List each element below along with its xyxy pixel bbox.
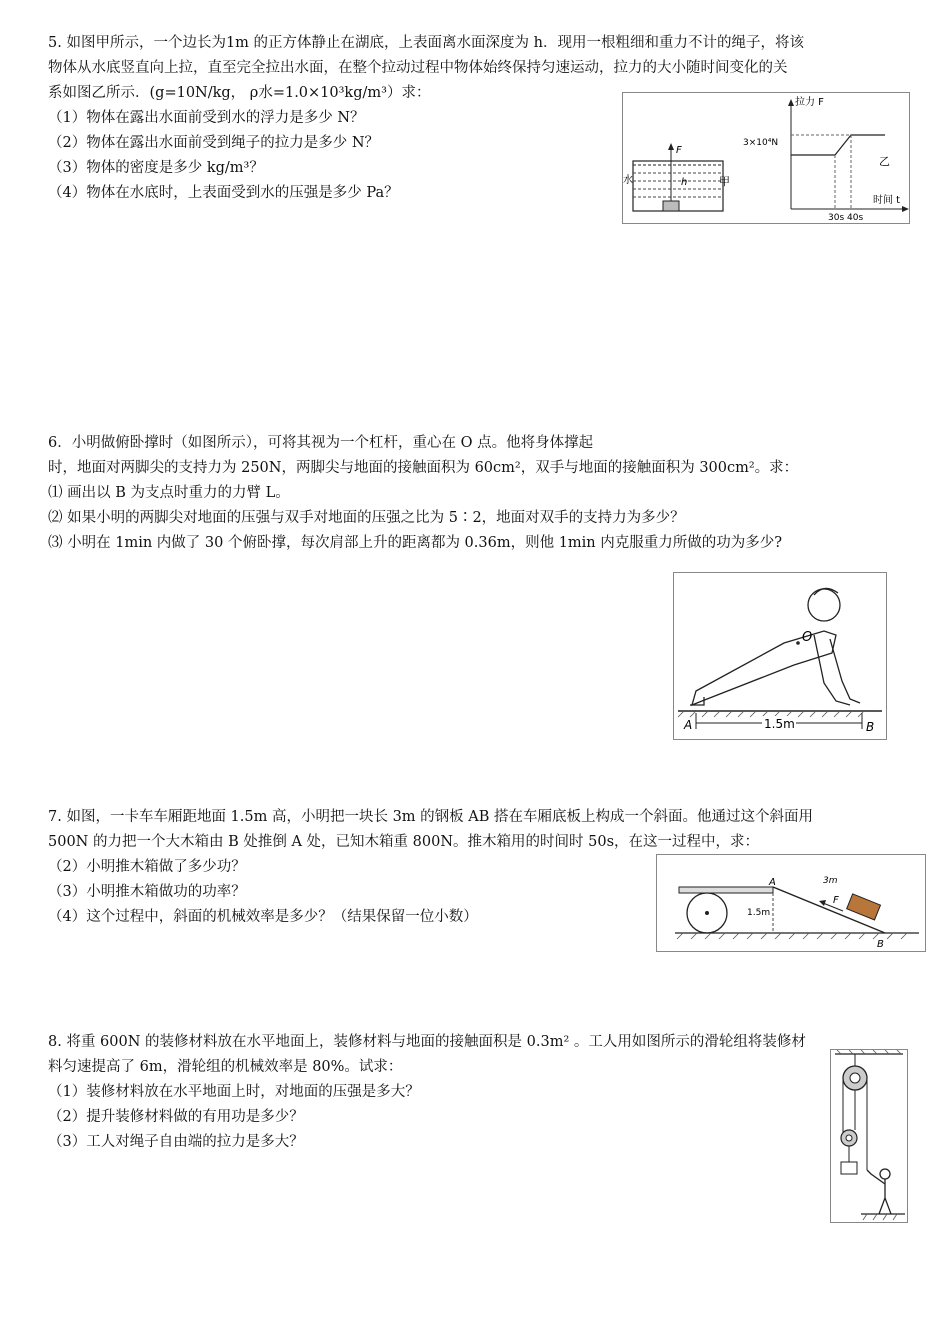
q8-text-line-2: 料匀速提高了 6m，滑轮组的机械效率是 80%。试求： bbox=[48, 1059, 403, 1075]
q5-graph-y-label: 拉力 F bbox=[795, 97, 824, 108]
q6-label-O: O bbox=[802, 630, 813, 645]
q5-graph-x-ticks: 30s 40s bbox=[828, 213, 864, 223]
q6-figure-svg bbox=[674, 573, 886, 739]
q5-subquestion-4: （4）物体在水底时，上表面受到水的压强是多少 Pa？ bbox=[48, 185, 399, 201]
q6-label-distance: 1.5m bbox=[764, 717, 795, 731]
q7-subquestion-4: （4）这个过程中，斜面的机械效率是多少？（结果保留一位小数） bbox=[48, 909, 478, 925]
q8-figure bbox=[830, 1049, 908, 1223]
q5-force-arrow bbox=[668, 143, 674, 150]
q5-text-line-2: 物体从水底竖直向上拉，直至完全拉出水面，在整个拉动过程中物体始终保持匀速运动，拉力的大小随时间变化的关 bbox=[48, 60, 788, 76]
q5-subquestion-2: （2）物体在露出水面前受到绳子的拉力是多少 N？ bbox=[48, 135, 380, 151]
q8-subquestion-1: （1）装修材料放在水平地面上时，对地面的压强是多大？ bbox=[48, 1084, 420, 1100]
q5-figure bbox=[622, 92, 910, 224]
q6-subquestion-1: ⑴ 画出以 B 为支点时重力的力臂 L。 bbox=[48, 485, 290, 501]
q7-subquestion-3: （3）小明推木箱做功的功率？ bbox=[48, 884, 246, 900]
q5-graph-line bbox=[791, 135, 885, 155]
q7-text-line-1: 7. 如图，一卡车车厢距地面 1.5m 高，小明把一块长 3m 的钢板 AB 搭在车厢底板上构成一个斜面。他通过这个斜面用 bbox=[48, 809, 814, 825]
q6-center-of-gravity bbox=[796, 641, 800, 645]
q7-label-A: A bbox=[769, 877, 776, 888]
q7-label-F: F bbox=[833, 895, 839, 906]
q7-label-length: 3m bbox=[823, 876, 838, 886]
q5-label-h: h bbox=[681, 177, 688, 188]
q7-wooden-box bbox=[847, 894, 881, 920]
q5-text-line-3: 系如图乙所示．(g=10N/kg， ρ水=1.0×10³kg/m³）求： bbox=[48, 85, 431, 101]
q6-label-A: A bbox=[684, 718, 693, 732]
q6-text-line-2: 时，地面对两脚尖的支持力为 250N，两脚尖与地面的接触面积为 60cm²，双手与地面的接触面积为 300cm²。求： bbox=[48, 460, 799, 476]
q8-worker bbox=[867, 1169, 891, 1214]
q5-label-yi: 乙 bbox=[879, 155, 890, 168]
q8-material-load bbox=[841, 1162, 857, 1174]
q5-figure-svg bbox=[623, 93, 909, 223]
q7-text-line-2: 500N 的力把一个大木箱由 B 处推倒 A 处，已知木箱重 800N。推木箱用的时间时 50s，在这一过程中，求： bbox=[48, 834, 760, 850]
q8-figure-svg bbox=[831, 1050, 907, 1222]
q5-label-F: F bbox=[676, 145, 682, 156]
q5-subquestion-1: （1）物体在露出水面前受到水的浮力是多少 N？ bbox=[48, 110, 365, 126]
q6-label-B: B bbox=[866, 720, 875, 734]
q5-text-line-1: 5. 如图甲所示，一个边长为1m 的正方体静止在湖底，上表面离水面深度为 h．现用一根粗细和重力不计的绳子，将该 bbox=[48, 35, 804, 51]
q6-figure bbox=[673, 572, 887, 740]
q6-subquestion-3: ⑶ 小明在 1min 内做了 30 个俯卧撑，每次肩部上升的距离都为 0.36m，则他 1min 内克服重力所做的功为多少? bbox=[48, 535, 783, 551]
q8-subquestion-3: （3）工人对绳子自由端的拉力是多大？ bbox=[48, 1134, 304, 1150]
q5-cube bbox=[663, 201, 679, 211]
q7-truck-bed bbox=[679, 887, 773, 893]
q7-figure-svg bbox=[657, 855, 925, 951]
q5-graph-x-label: 时间 t bbox=[873, 195, 901, 206]
q6-subquestion-2: ⑵ 如果小明的两脚尖对地面的压强与双手对地面的压强之比为 5∶2，地面对双手的支持力为多少？ bbox=[48, 510, 685, 526]
q8-text-line-1: 8. 将重 600N 的装修材料放在水平地面上，装修材料与地面的接触面积是 0.3m² 。工人用如图所示的滑轮组将装修材 bbox=[48, 1034, 806, 1050]
q5-subquestion-3: （3）物体的密度是多少 kg/m³？ bbox=[48, 160, 264, 176]
q7-figure bbox=[656, 854, 926, 952]
q5-label-water: 水 bbox=[623, 175, 633, 186]
q8-subquestion-2: （2）提升装修材料做的有用功是多少？ bbox=[48, 1109, 304, 1125]
q5-graph-y-tick: 3×10⁴N bbox=[743, 138, 779, 148]
q7-label-B: B bbox=[877, 939, 884, 950]
q7-subquestion-2: （2）小明推木箱做了多少功？ bbox=[48, 859, 246, 875]
q5-label-jia: 甲 bbox=[719, 175, 730, 188]
q7-label-height: 1.5m bbox=[747, 908, 771, 918]
q6-text-line-1: 6．小明做俯卧撑时（如图所示），可将其视为一个杠杆，重心在 O 点。他将身体撑起 bbox=[48, 435, 594, 451]
q6-person bbox=[690, 588, 860, 705]
